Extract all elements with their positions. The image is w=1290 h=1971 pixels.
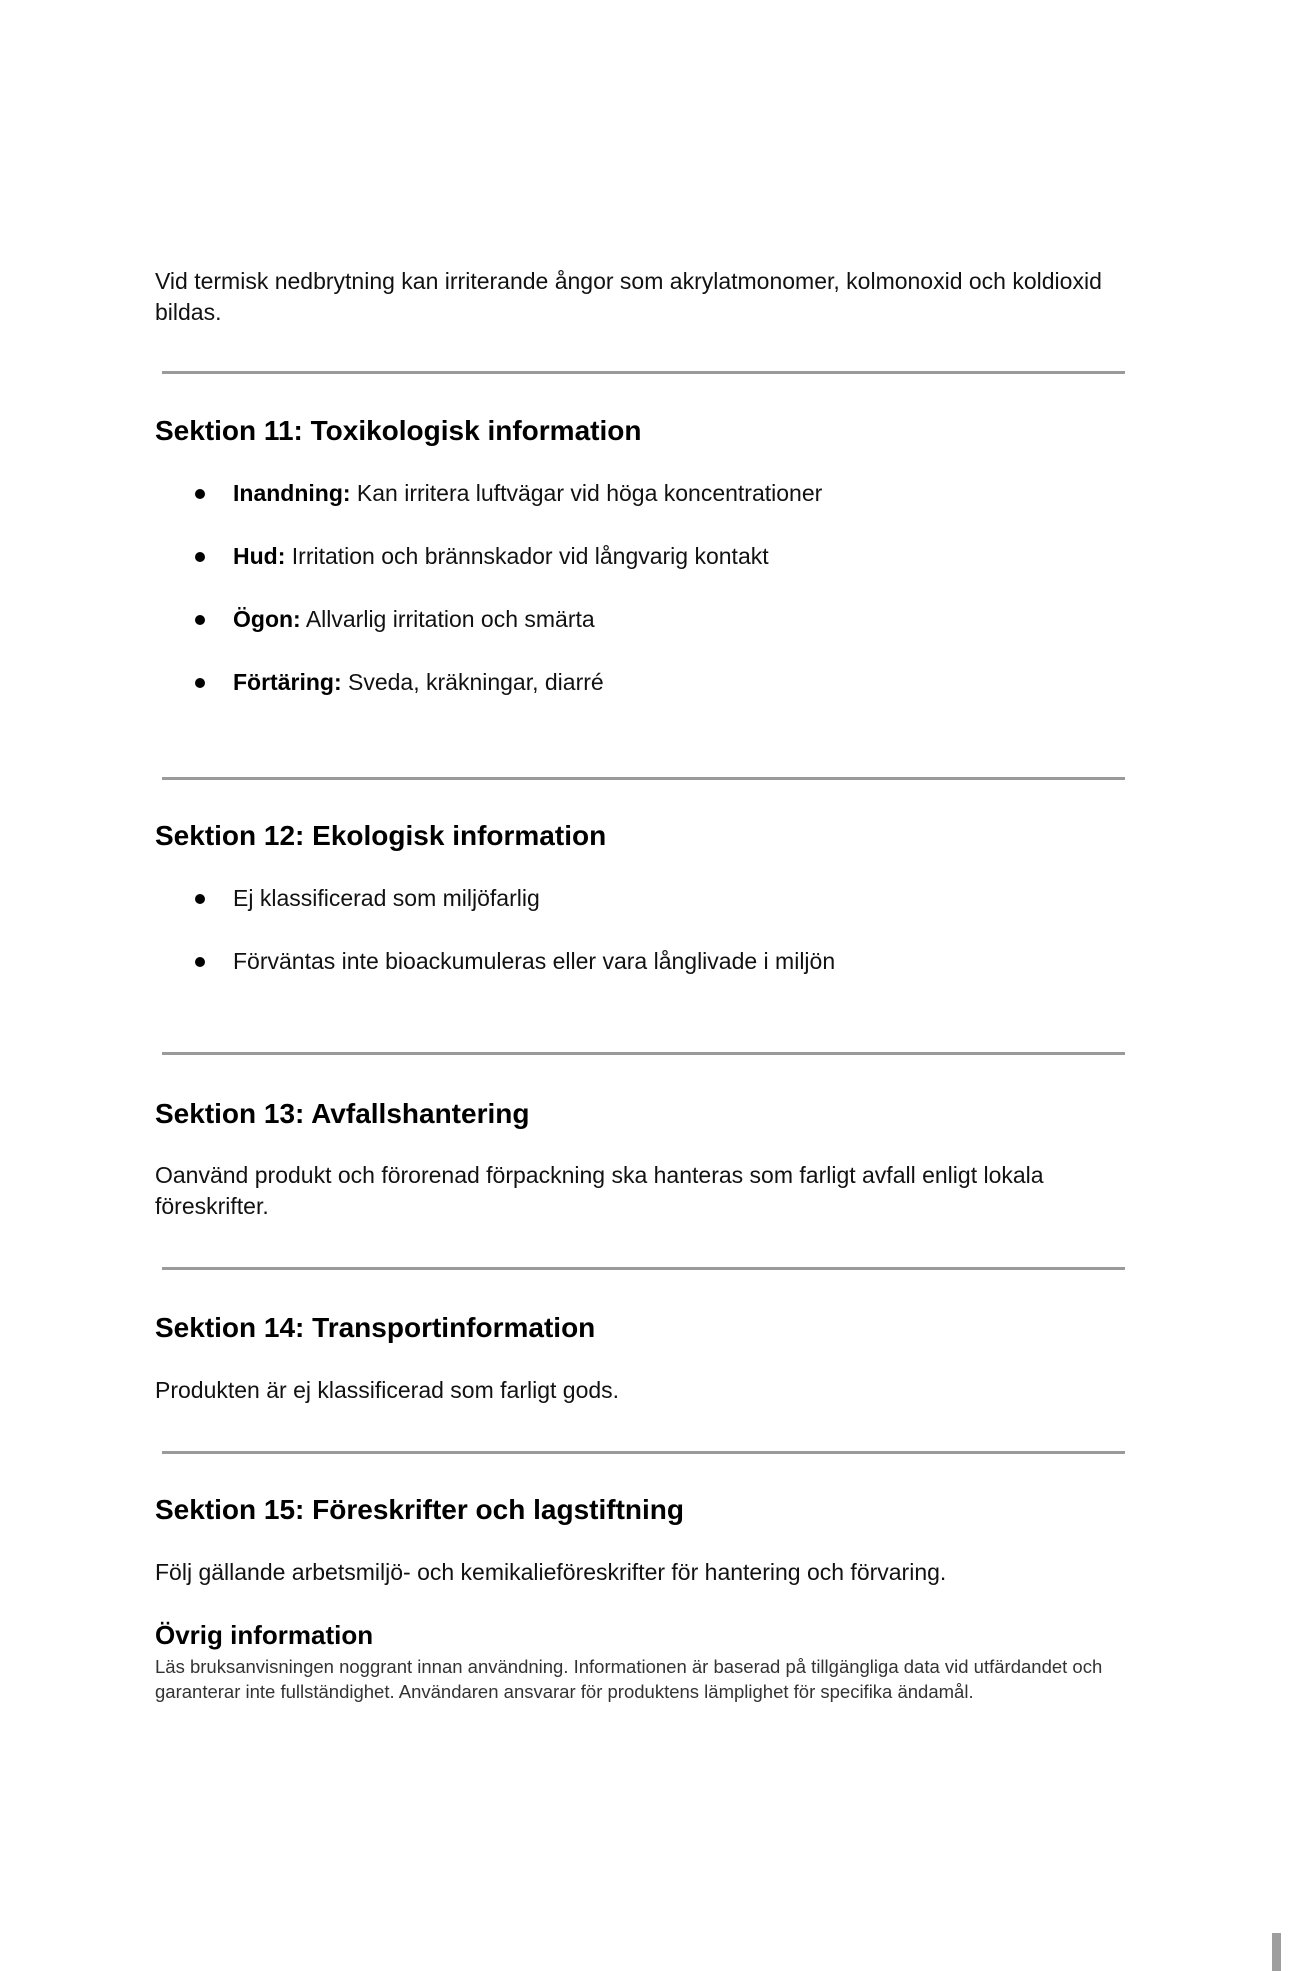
- list-item: [155, 946, 835, 977]
- list-item: [155, 883, 835, 914]
- section-divider: [162, 777, 1125, 780]
- bullet-icon: [195, 894, 205, 904]
- item-label: Ögon:: [233, 606, 301, 632]
- list-item: [155, 478, 822, 509]
- item-text: Kan irritera luftvägar vid höga koncentrationer: [350, 480, 823, 506]
- bullet-icon: [195, 615, 205, 625]
- transport-paragraph: Produkten är ej klassificerad som farligt gods.: [155, 1377, 620, 1403]
- ecology-list: [155, 883, 835, 977]
- bullet-icon: [195, 957, 205, 967]
- regulations-paragraph: Följ gällande arbetsmiljö- och kemikalieföreskrifter för hantering och förvaring.: [155, 1559, 947, 1585]
- waste-handling-paragraph: Oanvänd produkt och förorenad förpackning ska hanteras som farligt avfall enligt lokala föreskrifter.: [155, 1162, 1044, 1219]
- section-11-title: Sektion 11: Toxikologisk information: [155, 415, 642, 446]
- thermal-decomposition-paragraph: Vid termisk nedbrytning kan irriterande ångor som akrylatmonomer, kolmonoxid och koldioxid bildas.: [155, 268, 1102, 325]
- section-12-title: Sektion 12: Ekologisk information: [155, 820, 607, 851]
- item-label: Förtäring:: [233, 669, 342, 695]
- scrollbar-thumb[interactable]: [1272, 1933, 1281, 1971]
- bullet-icon: [195, 552, 205, 562]
- toxicology-list: [155, 478, 822, 698]
- list-item: [155, 604, 822, 635]
- bullet-icon: [195, 678, 205, 688]
- list-item: [155, 667, 822, 698]
- item-text: Ej klassificerad som miljöfarlig: [233, 885, 540, 911]
- list-item: [155, 541, 822, 572]
- item-text: Förväntas inte bioackumuleras eller vara långlivade i miljön: [233, 948, 836, 974]
- section-15-title: Sektion 15: Föreskrifter och lagstiftning: [155, 1494, 684, 1525]
- item-text: Allvarlig irritation och smärta: [300, 606, 595, 632]
- section-divider: [162, 1052, 1125, 1055]
- item-label: Hud:: [233, 543, 286, 569]
- other-info-paragraph: Läs bruksanvisningen noggrant innan användning. Informationen är baserad på tillgängliga data vid utfärdandet och garanterar inte fullständighet. Användaren ansvarar för produktens lämplighet för specifika ändamål.: [155, 1656, 1103, 1702]
- section-divider: [162, 1451, 1125, 1454]
- section-14-title: Sektion 14: Transportinformation: [155, 1312, 596, 1343]
- bullet-icon: [195, 489, 205, 499]
- other-info-title: Övrig information: [155, 1620, 374, 1650]
- item-text: Sveda, kräkningar, diarré: [341, 669, 604, 695]
- section-divider: [162, 1267, 1125, 1270]
- section-divider: [162, 371, 1125, 374]
- item-label: Inandning:: [233, 480, 351, 506]
- section-13-title: Sektion 13: Avfallshantering: [155, 1098, 530, 1129]
- item-text: Irritation och brännskador vid långvarig kontakt: [285, 543, 769, 569]
